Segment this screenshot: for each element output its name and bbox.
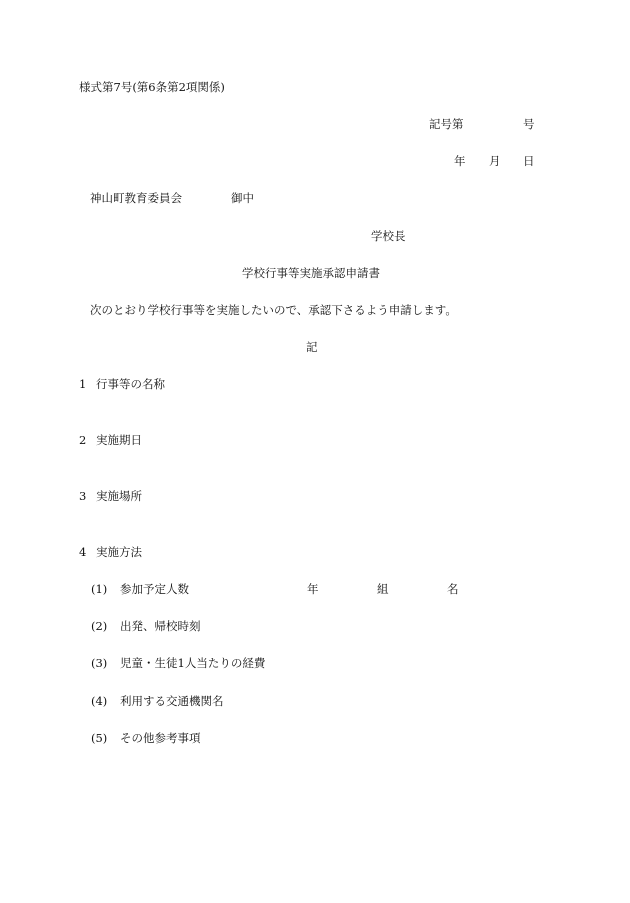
item-number: 2 xyxy=(79,433,87,447)
item-label: 実施期日 xyxy=(96,433,142,447)
sender-title: 学校長 xyxy=(371,229,406,243)
item-number: 4 xyxy=(79,545,87,559)
document-title: 学校行事等実施承認申請書 xyxy=(242,266,380,280)
participants-people: 名 xyxy=(447,582,459,596)
subitem-number: (4) xyxy=(91,694,108,708)
subitem-label: 児童・生徒1人当たりの経費 xyxy=(120,656,266,670)
date-month: 月 xyxy=(489,154,501,168)
form-label: 様式第7号(第6条第2項関係) xyxy=(79,80,225,94)
date-year: 年 xyxy=(454,154,466,168)
item-label: 実施場所 xyxy=(96,489,142,503)
body-text: 次のとおり学校行事等を実施したいので、承認下さるよう申請します。 xyxy=(90,303,457,317)
document-number-prefix: 記号第 xyxy=(429,117,464,131)
participants-year: 年 xyxy=(307,582,319,596)
subitem-label: その他参考事項 xyxy=(120,731,201,745)
subitem-label: 出発、帰校時刻 xyxy=(120,619,201,633)
recipient-name: 神山町教育委員会 xyxy=(90,191,182,205)
participants-class: 組 xyxy=(377,582,389,596)
subitem-number: (3) xyxy=(91,656,108,670)
item-label: 行事等の名称 xyxy=(96,377,165,391)
document-number-suffix: 号 xyxy=(523,117,535,131)
subitem-label: 参加予定人数 xyxy=(120,582,189,596)
item-label: 実施方法 xyxy=(96,545,142,559)
item-number: 3 xyxy=(79,489,87,503)
subitem-number: (5) xyxy=(91,731,108,745)
recipient-honorific: 御中 xyxy=(231,191,254,205)
subitem-number: (1) xyxy=(91,582,108,596)
date-day: 日 xyxy=(523,154,535,168)
item-number: 1 xyxy=(79,377,87,391)
subitem-number: (2) xyxy=(91,619,108,633)
ki-marker: 記 xyxy=(306,340,318,354)
subitem-label: 利用する交通機関名 xyxy=(120,694,224,708)
